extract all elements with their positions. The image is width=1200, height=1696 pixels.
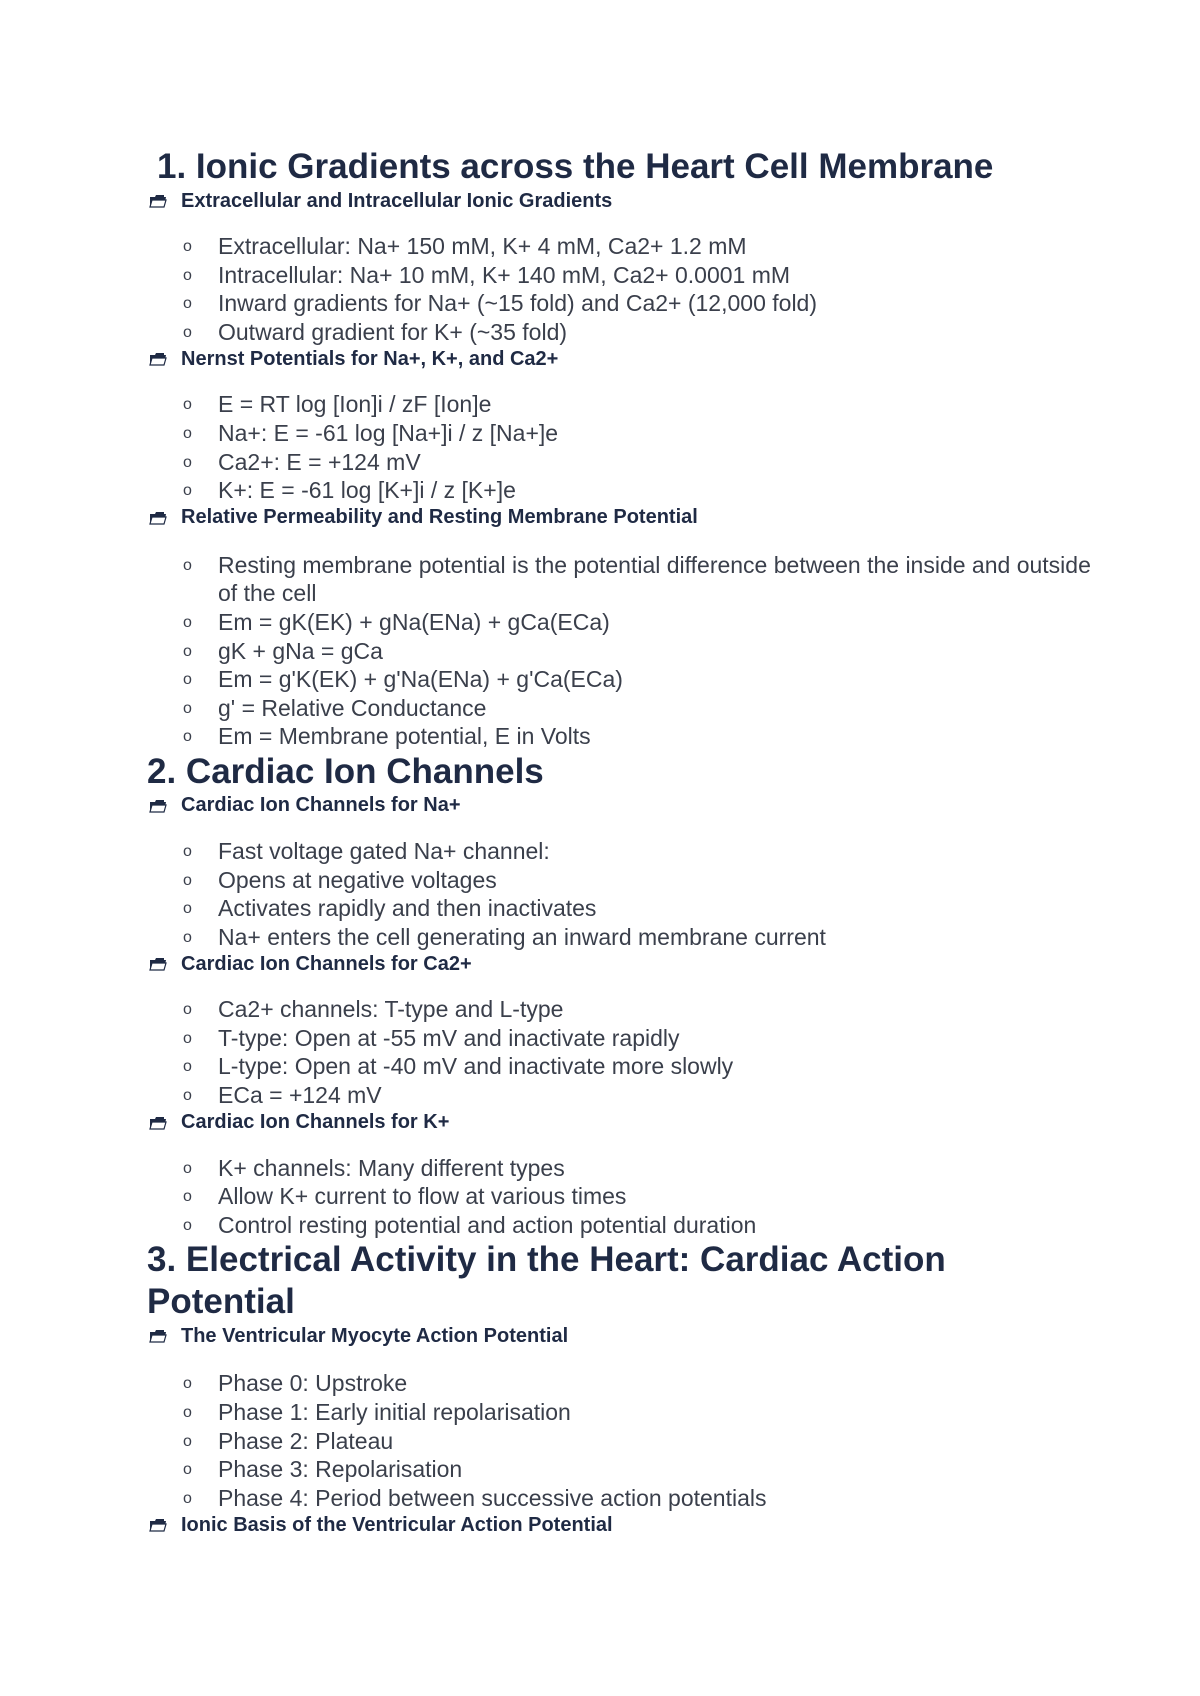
list-item: o Na+ enters the cell generating an inward membrane current (147, 923, 1107, 952)
bullet-marker: o (183, 1029, 192, 1047)
bullet-list (147, 1369, 1107, 1512)
bullet-marker: o (183, 642, 192, 660)
bullet-marker: o (183, 1188, 192, 1206)
list-item: o E = RT log [Ion]i / zF [Ion]e (147, 390, 1107, 419)
list-item: o Outward gradient for K+ (~35 fold) (147, 318, 1107, 347)
list-item: o Activates rapidly and then inactivates (147, 894, 1107, 923)
bullet-marker: o (183, 1461, 192, 1479)
subsection-heading (147, 793, 1107, 819)
bullet-marker: o (183, 1375, 192, 1393)
bullet-marker: o (183, 396, 192, 414)
list-item: o Phase 3: Repolarisation (147, 1455, 1107, 1484)
bullet-marker: o (183, 699, 192, 717)
list-item: o Ca2+: E = +124 mV (147, 448, 1107, 477)
folder-icon (147, 796, 181, 816)
bullet-list (147, 1154, 1107, 1240)
list-item: o T-type: Open at -55 mV and inactivate rapidly (147, 1024, 1107, 1053)
bullet-marker: o (183, 266, 192, 284)
subsection-title: The Ventricular Myocyte Action Potential (181, 1324, 569, 1347)
subsection-heading (147, 951, 1107, 977)
list-item: o Na+: E = -61 log [Na+]i / z [Na+]e (147, 419, 1107, 448)
list-item: o K+ channels: Many different types (147, 1154, 1107, 1183)
list-item: o Phase 4: Period between successive action potentials (147, 1484, 1107, 1513)
bullet-marker: o (183, 424, 192, 442)
document-content (147, 146, 1107, 1538)
bullet-marker: o (183, 556, 192, 574)
list-item: o Opens at negative voltages (147, 866, 1107, 895)
subsection-title: Cardiac Ion Channels for Na+ (181, 794, 461, 817)
bullet-marker: o (183, 1058, 192, 1076)
section-heading: 2. Cardiac Ion Channels (147, 751, 544, 791)
bullet-marker: o (183, 728, 192, 746)
list-item: o g' = Relative Conductance (147, 694, 1107, 723)
list-item: o Em = gK(EK) + gNa(ENa) + gCa(ECa) (147, 608, 1107, 637)
bullet-list (147, 995, 1107, 1109)
folder-icon (147, 954, 181, 974)
subsection-heading (147, 188, 1107, 214)
subsection-title: Cardiac Ion Channels for K+ (181, 1111, 450, 1134)
list-item: o Phase 1: Early initial repolarisation (147, 1398, 1107, 1427)
list-item: o Phase 2: Plateau (147, 1427, 1107, 1456)
bullet-marker: o (183, 928, 192, 946)
section-heading: 3. Electrical Activity in the Heart: Cardiac Action Potential (147, 1240, 946, 1322)
subsection-title: Relative Permeability and Resting Membrane Potential (181, 506, 698, 529)
list-item: o Em = Membrane potential, E in Volts (147, 722, 1107, 751)
bullet-marker: o (183, 238, 192, 255)
list-item: o K+: E = -61 log [K+]i / z [K+]e (147, 476, 1107, 505)
bullet-marker: o (183, 1087, 192, 1105)
folder-icon (147, 1515, 181, 1535)
subsection-title: Nernst Potentials for Na+, K+, and Ca2+ (181, 347, 559, 370)
folder-icon (147, 1113, 181, 1133)
subsection-title: Cardiac Ion Channels for Ca2+ (181, 952, 472, 975)
folder-icon (147, 508, 181, 528)
bullet-list (147, 390, 1107, 504)
list-item: o L-type: Open at -40 mV and inactivate more slowly (147, 1052, 1107, 1081)
list-item: o Intracellular: Na+ 10 mM, K+ 140 mM, Ca2+ 0.0001 mM (147, 261, 1107, 290)
list-item: o Phase 0: Upstroke (147, 1369, 1107, 1398)
list-item: o Extracellular: Na+ 150 mM, K+ 4 mM, Ca2+ 1.2 mM (147, 232, 1107, 261)
list-item: o Fast voltage gated Na+ channel: (147, 837, 1107, 866)
list-item: o Resting membrane potential is the potential difference between the inside and outside of the cell (183, 551, 1091, 607)
bullet-marker: o (183, 295, 192, 313)
list-item: o gK + gNa = gCa (147, 637, 1107, 666)
list-item: o Allow K+ current to flow at various times (147, 1182, 1107, 1211)
bullet-marker: o (183, 1216, 192, 1234)
bullet-marker: o (183, 482, 192, 500)
list-item: o Em = g'K(EK) + g'Na(ENa) + g'Ca(ECa) (147, 665, 1107, 694)
list-item: o Inward gradients for Na+ (~15 fold) and Ca2+ (12,000 fold) (147, 289, 1107, 318)
folder-icon (147, 349, 181, 369)
bullet-list (147, 837, 1107, 951)
subsection-title: Ionic Basis of the Ventricular Action Potential (181, 1513, 613, 1536)
subsection-heading (147, 346, 1107, 372)
folder-icon (147, 1326, 181, 1346)
folder-icon (147, 191, 181, 211)
bullet-list (147, 232, 1107, 346)
bullet-marker: o (183, 1432, 192, 1450)
bullet-marker: o (183, 1159, 192, 1177)
list-item: o Ca2+ channels: T-type and L-type (147, 995, 1107, 1024)
list-item: o Control resting potential and action potential duration (147, 1211, 1107, 1240)
subsection-heading (147, 505, 1107, 531)
bullet-marker: o (183, 1404, 192, 1422)
subsection-heading (147, 1323, 1107, 1349)
bullet-marker: o (183, 1489, 192, 1507)
subsection-heading (147, 1512, 1107, 1538)
subsection-heading (147, 1110, 1107, 1136)
section-heading: 1. Ionic Gradients across the Heart Cell Membrane (157, 147, 994, 186)
bullet-marker: o (183, 613, 192, 631)
bullet-marker: o (183, 671, 192, 689)
bullet-marker: o (183, 453, 192, 471)
bullet-marker: o (183, 842, 192, 860)
bullet-marker: o (183, 1001, 192, 1019)
bullet-marker: o (183, 871, 192, 889)
bullet-list (147, 551, 1107, 751)
bullet-marker: o (183, 323, 192, 341)
bullet-marker: o (183, 900, 192, 918)
subsection-title: Extracellular and Intracellular Ionic Gradients (181, 189, 613, 212)
list-item: o ECa = +124 mV (147, 1081, 1107, 1110)
